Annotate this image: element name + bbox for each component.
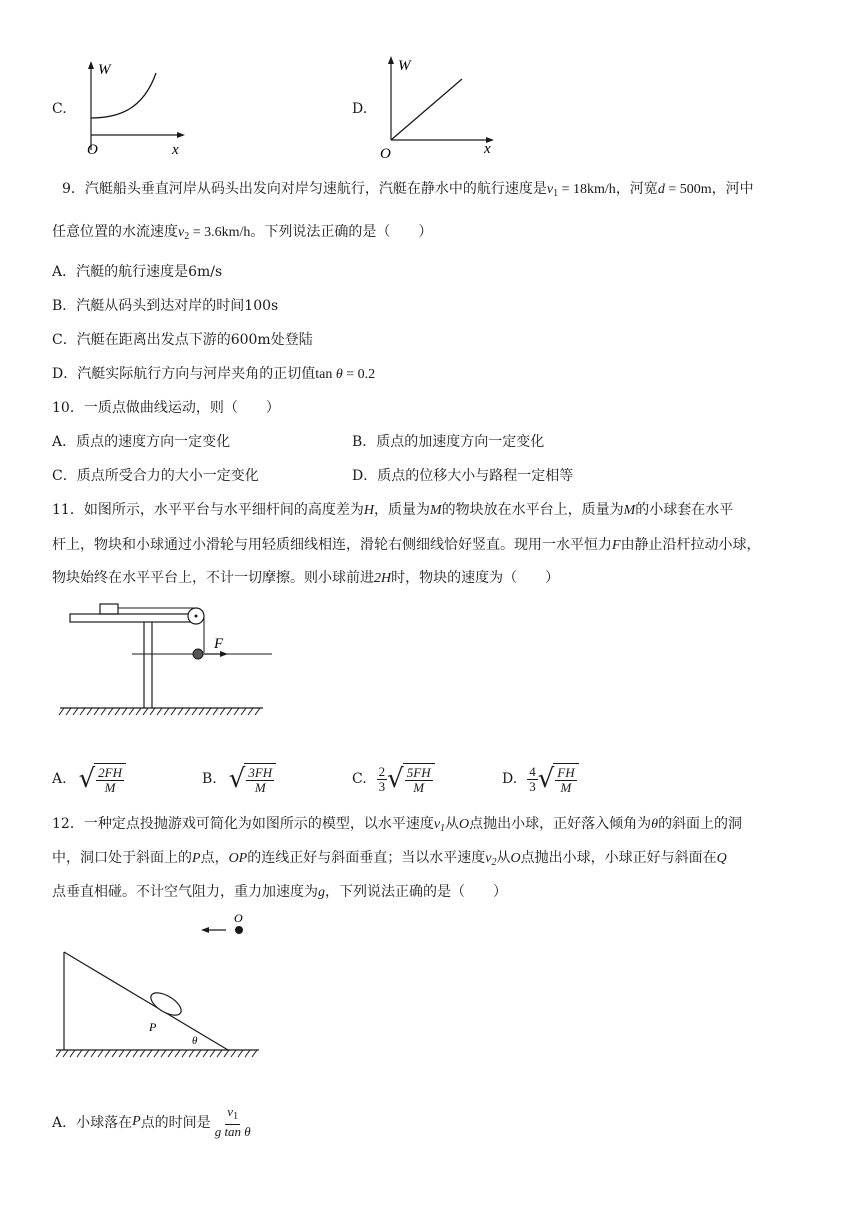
graph-d-origin: O <box>380 146 391 162</box>
q10-option-a: A．质点的速度方向一定变化 <box>52 434 231 450</box>
graph-d <box>376 52 501 164</box>
graph-d-x-label: x <box>484 141 491 157</box>
graph-c <box>78 58 188 158</box>
ball <box>193 649 203 659</box>
q12-figure <box>54 908 264 1064</box>
q9-option-d: D．汽艇实际航行方向与河岸夹角的正切值tan θ = 0.2 <box>52 366 376 382</box>
graph-c-origin: O <box>87 142 98 158</box>
q11-option-b: B. √ $\frac{3FH}{M}$ <box>202 763 276 795</box>
q9-d: d = 500m <box>657 182 712 197</box>
graph-c-y-label: W <box>98 62 111 78</box>
q11-option-d: D. $\frac{4}{3}$ √ $\frac{FH}{M}$ <box>502 763 579 795</box>
option-d-label: D. <box>352 101 368 117</box>
q11-stem-line1: 11．如图所示，水平平台与水平细杆间的高度差为H，质量为M的物块放在水平台上，质量为M的小球套在水平 <box>52 502 734 518</box>
q9-text: 。下列说法正确的是（ ） <box>250 224 433 240</box>
q9-option-c: C．汽艇在距离出发点下游的600m处登陆 <box>52 332 313 348</box>
graph-d-y-label: W <box>398 58 411 74</box>
q12-stem-line1: 12．一种定点投抛游戏可简化为如图所示的模型，以水平速度$v_1$从O点抛出小球，正好落入倾角为θ的斜面上的洞 <box>52 816 743 834</box>
q11-stem-line3: 物块始终在水平平台上，不计一切摩擦。则小球前进2H时，物块的速度为（ ） <box>52 570 560 586</box>
graph-c-x-label: x <box>172 142 179 158</box>
q9-text: 任意位置的水流速度 <box>52 224 178 240</box>
q12-stem-line2: 中，洞口处于斜面上的P点，OP的连线正好与斜面垂直；当以水平速度$v_2$从O点抛出小球，小球正好与斜面在Q <box>52 850 727 868</box>
q12-stem-line3: 点垂直相碰。不计空气阻力，重力加速度为g，下列说法正确的是（ ） <box>52 884 507 900</box>
q9-stem-line2 <box>52 222 432 247</box>
q11-figure <box>58 594 278 722</box>
q9-option-b: B．汽艇从码头到达对岸的时间100s <box>52 298 279 314</box>
q12-option-a: A．小球落在 P 点的时间是 $\frac{v_1}{\text{g tan θ}}$ <box>52 1104 251 1139</box>
q9-text: 9．汽艇船头垂直河岸从码头出发向对岸匀速航行，汽艇在静水中的航行速度是 <box>62 181 547 197</box>
figure-o-label: O <box>234 911 243 925</box>
q11-option-c: C. $\frac{2}{3}$ √ $\frac{5FH}{M}$ <box>352 763 435 795</box>
q10-stem: 10．一质点做曲线运动，则（ ） <box>52 400 280 416</box>
q9-v1: $v_1 = 18km/h$ <box>546 182 616 199</box>
q9-stem-line1 <box>62 179 754 204</box>
figure-p-label: P <box>149 1020 157 1034</box>
q11-option-a: A. √ $\frac{2FH}{M}$ <box>52 763 126 795</box>
option-c-label: C. <box>52 101 67 117</box>
q9-text: ，河中 <box>711 181 754 197</box>
q9-text: ，河宽 <box>615 181 658 197</box>
launch-point <box>235 926 243 934</box>
force-label: F <box>214 636 224 652</box>
figure-theta-label: θ <box>192 1035 198 1047</box>
q9-v2: $v_2 = 3.6km/h$ <box>178 225 251 242</box>
q10-option-b: B．质点的加速度方向一定变化 <box>352 434 545 450</box>
q10-option-c: C．质点所受合力的大小一定变化 <box>52 468 259 484</box>
q9-option-a: A．汽艇的航行速度是6m/s <box>52 264 223 280</box>
q11-stem-line2: 杆上，物块和小球通过小滑轮与用轻质细线相连，滑轮右侧细线恰好竖直。现用一水平恒力F由静止沿杆拉动小球， <box>52 537 761 553</box>
q10-option-d: D．质点的位移大小与路程一定相等 <box>352 468 574 484</box>
hole <box>147 988 184 1019</box>
